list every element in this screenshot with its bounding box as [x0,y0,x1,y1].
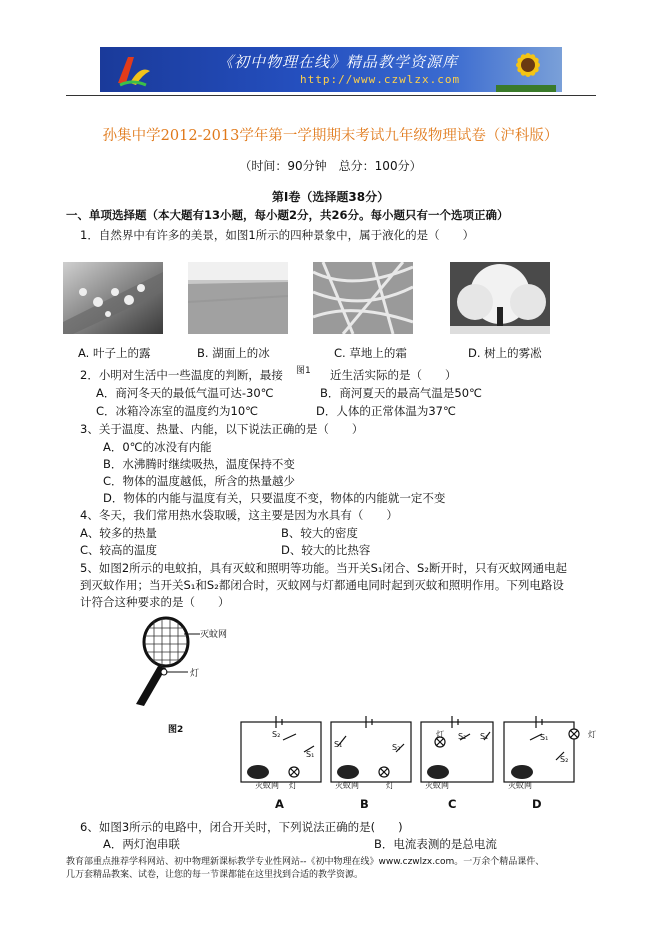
q3-option-a: A．0℃的冰没有内能 [103,440,212,454]
q4-option-b: B、较大的密度 [281,526,358,540]
q3-stem: 3、关于温度、热量、内能，以下说法正确的是（ ） [80,422,364,436]
q3-option-b: B．水沸腾时继续吸热，温度保持不变 [103,457,295,471]
circuit-b-letter: B [360,797,369,811]
q1-option-b: B. 湖面上的冰 [197,346,270,360]
figure2-lamp-label: 灯 [190,669,200,679]
circuit-a-s2: S₂ [272,730,281,739]
q6-option-a: A．两灯泡串联 [103,837,180,851]
circuit-a-net: 灭蚊网 [255,781,279,790]
exam-title: 孙集中学2012-2013学年第一学期期末考试九年级物理试卷（沪科版） [102,128,559,144]
q2-option-b: B．商河夏天的最高气温是50℃ [320,386,482,400]
circuit-b-s1: S₁ [334,740,343,749]
circuit-c-net: 灭蚊网 [425,781,449,790]
circuit-b-s2: S₂ [392,743,401,752]
photo-ice [188,262,288,334]
circuit-a-lamp: 灯 [289,781,297,790]
q6-stem: 6、如图3所示的电路中，闭合开关时，下列说法正确的是( ) [80,820,403,834]
q4-stem: 4、冬天，我们常用热水袋取暖，这主要是因为水具有（ ） [80,508,398,522]
q4-option-a: A、较多的热量 [80,526,157,540]
circuit-a-letter: A [275,797,284,811]
part-heading: 第Ⅰ卷（选择题38分） [271,190,390,204]
figure1-label: 图1 [296,366,311,376]
circuit-c-s2: S₂ [458,732,467,741]
figure2-label: 图2 [168,725,184,735]
circuit-d-s2: S₂ [560,755,569,764]
q2-option-d: D．人体的正常体温为37℃ [316,404,456,418]
circuit-d-letter: D [532,797,542,811]
q4-option-d: D、较大的比热容 [281,543,371,557]
circuit-d-s1: S₁ [540,733,549,742]
sunflower-icon [496,47,556,92]
q1-option-c: C. 草地上的霜 [334,346,407,360]
q2-stem-end: 近生活实际的是（ ） [330,368,457,382]
circuit-b-lamp: 灯 [386,781,394,790]
q1-option-a: A. 叶子上的露 [78,346,151,360]
circuit-b-net: 灭蚊网 [335,781,359,790]
q3-option-d: D．物体的内能与温度有关，只要温度不变，物体的内能就一定不变 [103,491,446,505]
figure2-net-label: 灭蚊网 [200,630,228,640]
q1-option-d: D. 树上的雾凇 [468,346,542,360]
footer-line-1: 教育部重点推荐学科网站、初中物理新课标教学专业性网站--《初中物理在线》www.czwlzx.com。一万余个精品课件、 [66,857,545,867]
photo-rime [450,262,550,334]
q6-option-b: B．电流表测的是总电流 [374,837,497,851]
exam-subtitle: （时间：90分钟 总分：100分） [239,159,422,173]
q4-option-c: C、较高的温度 [80,543,158,557]
q2-stem: 2．小明对生活中一些温度的判断，最接 [80,368,283,382]
circuit-a-s1: S₁ [306,750,315,759]
q5-line-3: 计符合这种要求的是（ ） [80,595,230,609]
section-heading: 一、单项选择题（本大题有13小题，每小题2分，共26分。每小题只有一个选项正确） [66,208,509,222]
q5-line-2: 到灭蚊作用；当开关S₁和S₂都闭合时，灭蚊网与灯都通电同时起到灭蚊和照明作用。下列电路设 [80,578,564,592]
circuit-d-lamp: 灯 [588,730,596,739]
circuit-c-lamp: 灯 [436,730,444,739]
banner-url[interactable]: http://www.czwlzx.com [300,73,461,86]
circuit-c-s1: S₁ [480,732,489,741]
footer-line-2: 几万套精品教案、试卷，让您的每一节课都能在这里找到合适的教学资源。 [66,870,364,880]
photo-dew [63,262,163,334]
banner-title: 《初中物理在线》精品教学资源库 [218,53,459,71]
q3-option-c: C．物体的温度越低，所含的热量越少 [103,474,296,488]
q1-stem: 1．自然界中有许多的美景，如图1所示的四种景象中，属于液化的是（ ） [80,228,475,242]
q5-line-1: 5、如图2所示的电蚊拍，具有灭蚊和照明等功能。当开关S₁闭合、S₂断开时，只有灭蚊网通电起 [80,561,567,575]
site-logo-icon [110,51,154,89]
photo-frost [313,262,413,334]
header-divider [66,95,596,96]
circuit-c-letter: C [448,797,457,811]
circuit-d-net: 灭蚊网 [508,781,532,790]
header-banner [100,47,562,92]
q2-option-a: A．商河冬天的最低气温可达-30℃ [96,386,274,400]
q2-option-c: C．冰箱冷冻室的温度约为10℃ [96,404,259,418]
